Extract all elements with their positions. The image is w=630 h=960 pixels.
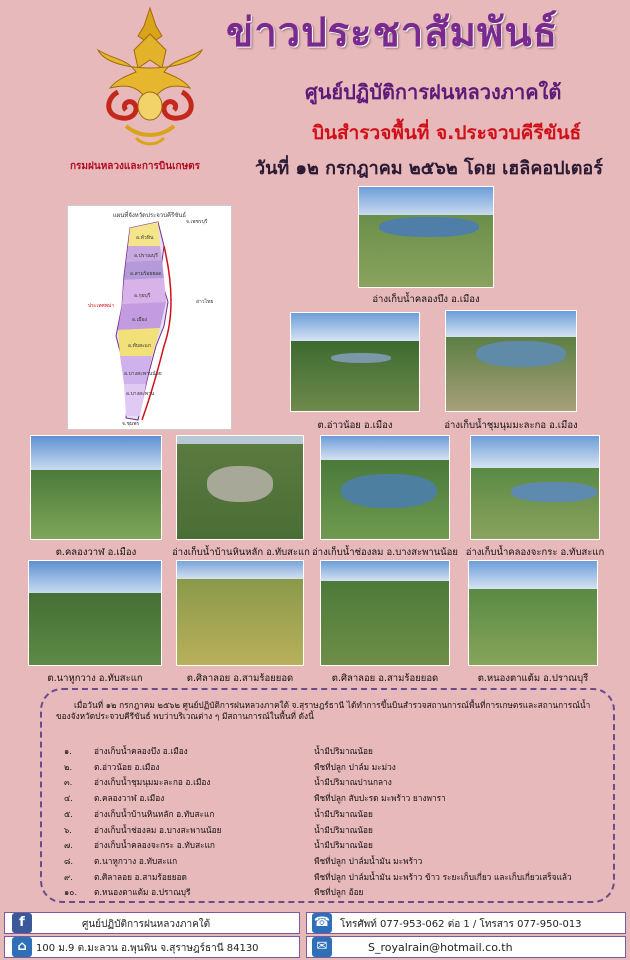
page-title: ข่าวประชาสัมพันธ์ xyxy=(226,10,559,56)
address: 100 ม.9 ต.มะลวน อ.พุนพิน จ.สุราษฎร์ธานี 84130 xyxy=(36,943,259,954)
row-status: น้ำมีปริมาณน้อย xyxy=(314,746,373,756)
facebook-icon[interactable]: f xyxy=(12,913,32,933)
survey-area: บินสำรวจพื้นที่ จ.ประจวบคีรีขันธ์ xyxy=(312,122,582,144)
row-number: ๓. xyxy=(64,777,73,788)
row-status: น้ำมีปริมาณน้อย xyxy=(314,808,373,819)
photo-caption: อ่างเก็บน้ำคลองบึง อ.เมือง xyxy=(372,294,480,305)
row-status: พืชที่ปลูก ปาล์มน้ำมัน มะพร้าว ข้าว ระยะเก็บเกี่ยว และเก็บเกี่ยวเสร็จแล้ว xyxy=(314,871,572,882)
map-label-district: อ.ทับสะแก xyxy=(128,343,152,349)
report-row xyxy=(64,791,446,805)
mail-icon[interactable]: ✉ xyxy=(312,937,332,957)
map-label-district: อ.กุยบุรี xyxy=(134,293,151,299)
row-location: อ่างเก็บน้ำคลองบึง อ.เมือง xyxy=(94,746,188,756)
row-status: น้ำมีปริมาณน้อย xyxy=(314,840,373,851)
report-row xyxy=(64,760,396,774)
photo-caption: อ่างเก็บน้ำบ้านหินหลัก อ.ทับสะแก xyxy=(172,547,310,558)
row-status: พืชที่ปลูก ปาล์ม มะม่วง xyxy=(314,761,396,772)
row-location: ต.หนองตาแต้ม อ.ปราณบุรี xyxy=(94,887,191,898)
photo-caption: ต.หนองตาแต้ม อ.ปราณบุรี xyxy=(477,673,589,684)
row-location: อ่างเก็บน้ำคลองจะกระ อ.ทับสะแก xyxy=(94,840,215,851)
map-label-district: อ.สามร้อยยอด xyxy=(130,271,162,277)
aerial-photo xyxy=(176,435,304,540)
province-map xyxy=(67,205,232,430)
map-label-district: อ.บางสะพาน xyxy=(126,391,155,397)
row-number: ๕. xyxy=(64,808,73,819)
row-number: ๙. xyxy=(64,871,73,882)
survey-date: วันที่ ๑๒ กรกฎาคม ๒๕๖๒ โดย เฮลิคอปเตอร์ xyxy=(255,158,603,179)
photo-caption: ต.ศิลาลอย อ.สามร้อยยอด xyxy=(331,673,439,684)
row-status: พืชที่ปลูก ปาล์มน้ำมัน มะพร้าว xyxy=(314,855,423,866)
map-label-district: อ.หัวหิน xyxy=(136,235,154,241)
aerial-photo xyxy=(28,560,162,666)
phone-fax: โทรศัพท์ 077-953-062 ต่อ 1 / โทรสาร 077-950-013 xyxy=(340,919,582,930)
report-row xyxy=(64,823,373,837)
royal-rain-emblem xyxy=(96,6,204,156)
aerial-photo xyxy=(290,312,420,412)
report-row xyxy=(64,838,373,852)
department-name: กรมฝนหลวงและการบินเกษตร xyxy=(70,161,201,172)
row-number: ๒. xyxy=(64,761,73,772)
facebook-page-name[interactable]: ศูนย์ปฏิบัติการฝนหลวงภาคใต้ xyxy=(82,919,211,930)
map-label-neighbor: อ่าวไทย xyxy=(196,299,214,305)
row-status: น้ำมีปริมาณน้อย xyxy=(314,824,373,835)
aerial-photo xyxy=(30,435,162,540)
row-number: ๔. xyxy=(64,793,73,804)
photo-caption: ต.อ่าวน้อย อ.เมือง xyxy=(317,420,393,431)
aerial-photo xyxy=(468,560,598,666)
row-location: ต.นาหูกวาง อ.ทับสะแก xyxy=(94,855,178,866)
aerial-photo xyxy=(445,310,577,412)
photo-caption: อ่างเก็บน้ำคลองจะกระ อ.ทับสะแก xyxy=(465,547,605,558)
photo-caption: ต.ศิลาลอย อ.สามร้อยยอด xyxy=(186,673,294,684)
row-location: ต.คลองวาฬ อ.เมือง xyxy=(94,793,165,804)
row-status: น้ำมีปริมาณปานกลาง xyxy=(314,777,392,788)
home-icon: ⌂ xyxy=(12,937,32,957)
row-number: ๗. xyxy=(64,840,73,851)
aerial-photo xyxy=(176,560,304,666)
map-label-neighbor: จ.เพชรบุรี xyxy=(186,219,208,225)
aerial-photo xyxy=(470,435,600,540)
phone-icon: ☎ xyxy=(312,913,332,933)
map-label-neighbor: ประเทศพม่า xyxy=(88,303,115,309)
report-row xyxy=(64,885,363,899)
row-location: อ่างเก็บน้ำบ้านหินหลัก อ.ทับสะแก xyxy=(94,808,215,819)
map-label-neighbor: จ.ชุมพร xyxy=(122,421,140,427)
report-row xyxy=(64,744,373,758)
report-intro: เมื่อวันที่ ๑๒ กรกฎาคม ๒๕๖๒ ศูนย์ปฏิบัติการฝนหลวงภาคใต้ จ.สุราษฎร์ธานี ได้ทำการขึ้นบินสำรวจสถานการณ์พื้นที่การเกษตรและสถานการณ์น้ำ ของจังหวัดประจวบคีรีขันธ์ พบว่าบริเวณต่าง ๆ มีสถานการณ์ในพื้นที่ ดังนี้ xyxy=(56,700,591,721)
row-number: ๑๐. xyxy=(64,887,77,898)
map-label-district: อ.ปราณบุรี xyxy=(134,253,158,259)
report-row xyxy=(64,870,572,884)
row-number: ๘. xyxy=(64,855,74,866)
photo-caption: อ่างเก็บน้ำช่องลม อ.บางสะพานน้อย xyxy=(312,547,458,558)
photo-caption: ต.คลองวาฬ อ.เมือง xyxy=(55,547,137,558)
aerial-photo xyxy=(320,435,450,540)
photo-caption: ต.นาหูกวาง อ.ทับสะแก xyxy=(47,673,143,684)
map-label-district: อ.เมือง xyxy=(132,317,148,323)
row-status: พืชที่ปลูก สับปะรด มะพร้าว ยางพารา xyxy=(314,793,446,804)
aerial-photo xyxy=(358,186,494,288)
page-subtitle: ศูนย์ปฏิบัติการฝนหลวงภาคใต้ xyxy=(305,80,562,104)
email-address[interactable]: S_royalrain@hotmail.co.th xyxy=(368,941,513,954)
row-number: ๑. xyxy=(64,746,72,756)
row-location: ต.อ่าวน้อย อ.เมือง xyxy=(94,761,160,772)
report-row xyxy=(64,775,392,789)
row-location: ต.ศิลาลอย อ.สามร้อยยอด xyxy=(94,871,187,882)
row-location: อ่างเก็บน้ำช่องลม อ.บางสะพานน้อย xyxy=(94,824,222,835)
survey-report-box xyxy=(40,688,615,903)
row-location: อ่างเก็บน้ำชุมนุมมะละกอ อ.เมือง xyxy=(94,777,211,788)
report-row xyxy=(64,807,373,821)
map-title: แผนที่จังหวัดประจวบคีรีขันธ์ xyxy=(112,212,187,219)
map-label-district: อ.บางสะพานน้อย xyxy=(124,371,162,377)
row-status: พืชที่ปลูก อ้อย xyxy=(314,887,364,898)
photo-caption: อ่างเก็บน้ำชุมนุมมะละกอ อ.เมือง xyxy=(444,420,578,431)
aerial-photo xyxy=(320,560,450,666)
report-row xyxy=(64,854,422,868)
row-number: ๖. xyxy=(64,824,72,835)
